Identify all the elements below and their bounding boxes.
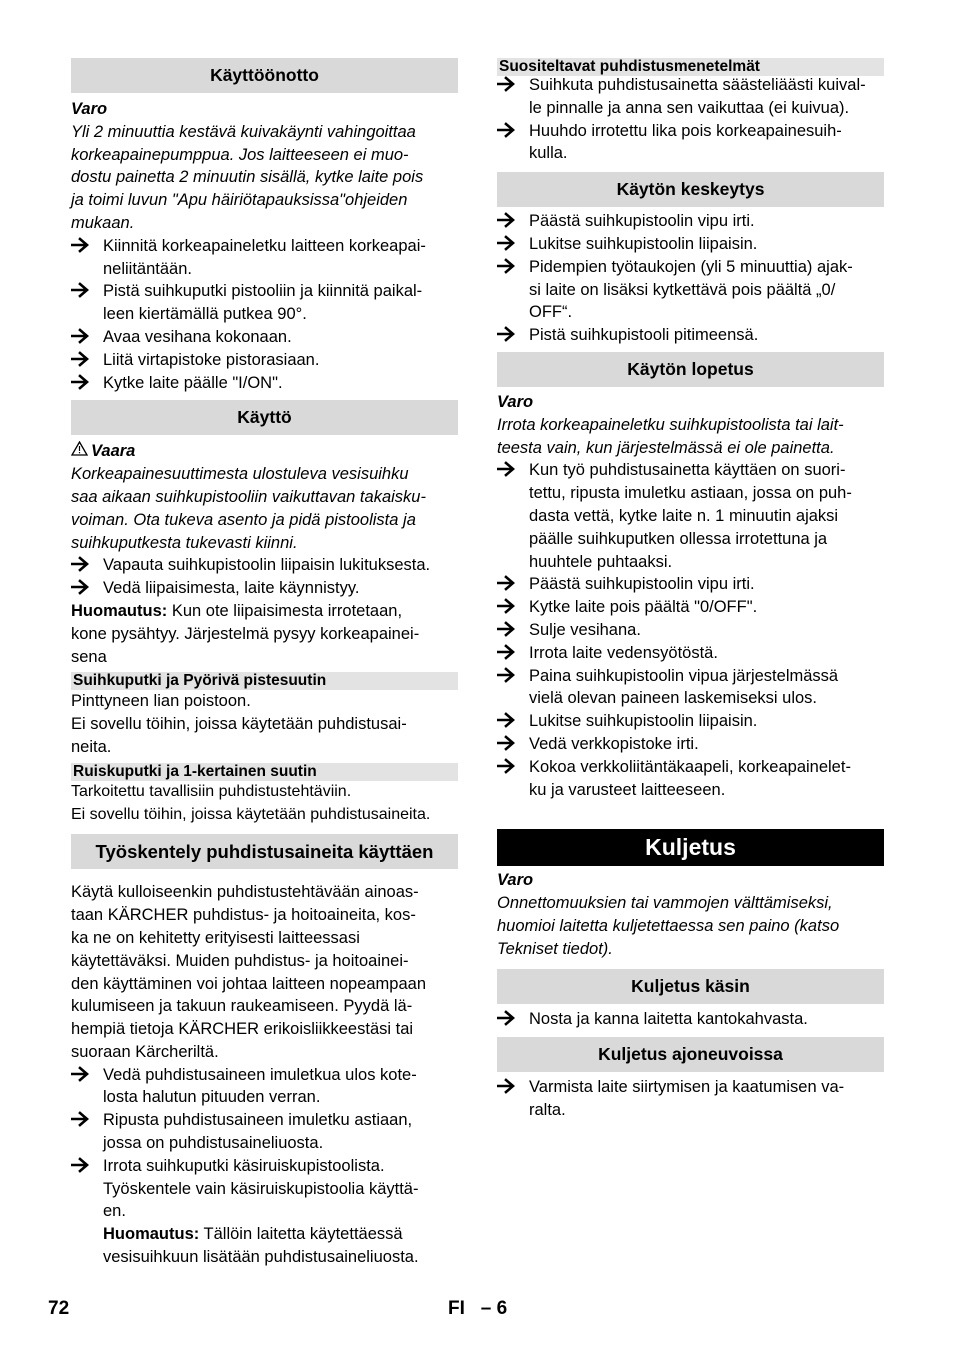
text-line: ka ne on kehitetty erityisesti laitteessasi — [71, 928, 360, 947]
step-text: Huuhdo irrotettu lika pois korkeapainesuih- — [529, 121, 842, 140]
step-text: Vapauta suihkupistoolin liipaisin lukituksesta. — [103, 556, 431, 575]
step-item — [497, 74, 884, 120]
arrow-right-icon — [71, 280, 89, 303]
caution-text — [497, 892, 884, 960]
warning-triangle-icon — [71, 440, 91, 463]
caution-label: Varo — [71, 100, 108, 118]
step-text: Vedä verkkopistoke irti. — [529, 734, 699, 753]
arrow-right-icon — [497, 1076, 515, 1099]
step-item — [71, 280, 458, 326]
step-text: Kun työ puhdistusainetta käyttäen on suori- — [529, 461, 846, 480]
section-heading-keskeytys: Käytön keskeytys — [497, 172, 884, 207]
text-line: saa aikaan suihkupistooliin vaikuttavan takaisku- — [71, 487, 426, 506]
step-text: Ripusta puhdistusaineen imuletku astiaan, — [103, 1111, 413, 1130]
text-line: kulumiseen ja takuun raukeamiseen. Pyydä lä- — [71, 997, 413, 1016]
arrow-right-icon — [71, 577, 89, 600]
subsection-text — [71, 690, 458, 758]
arrow-right-icon — [497, 596, 515, 619]
note-paragraph — [71, 600, 458, 668]
text-line: Pinttyneen lian poistoon. — [71, 692, 251, 711]
step-item — [497, 619, 884, 642]
step-text: Irrota suihkuputki käsiruiskupistoolista. — [103, 1156, 385, 1175]
step-text: Paina suihkupistoolin vipua järjestelmässä — [529, 666, 839, 685]
subheading-suositeltavat: Suositeltavat puhdistusmenetelmät — [497, 58, 884, 76]
step-text: le pinnalle ja anna sen vaikuttaa (ei kuivua). — [529, 98, 850, 117]
text-line: Yli 2 minuuttia kestävä kuivakäynti vahingoittaa — [71, 122, 416, 141]
step-item — [497, 1076, 884, 1122]
arrow-right-icon — [71, 1155, 89, 1178]
step-text: Päästä suihkupistoolin vipu irti. — [529, 212, 755, 231]
language-page-label: FI – 6 — [448, 1298, 508, 1319]
step-text: dasta vettä, kytke laite n. 1 minuutin ajaksi — [529, 506, 839, 525]
section-heading-kaytto: Käyttö — [71, 400, 458, 435]
step-list — [497, 1008, 884, 1031]
arrow-right-icon — [71, 326, 89, 349]
step-list — [71, 235, 458, 395]
step-item — [71, 349, 458, 372]
step-list — [497, 1076, 884, 1122]
step-text: Lukitse suihkupistoolin liipaisin. — [529, 234, 758, 253]
text-line: den käyttäminen voi johtaa laitteen nopeampaan — [71, 974, 426, 993]
danger-label-row — [71, 440, 458, 463]
step-text: Vedä liipaisimesta, laite käynnistyy. — [103, 579, 360, 598]
step-text: Suihkuta puhdistusainetta säästeliäästi kuival- — [529, 76, 866, 94]
step-text: Lukitse suihkupistoolin liipaisin. — [529, 712, 758, 731]
step-text: Varmista laite siirtymisen ja kaatumisen va- — [529, 1078, 845, 1097]
step-text: neliitäntään. — [103, 259, 192, 278]
step-text: vielä olevan paineen laskemiseksi ulos. — [529, 689, 817, 708]
step-item — [71, 1064, 458, 1110]
step-text: Irrota laite vedensyötöstä. — [529, 643, 718, 662]
step-item — [497, 324, 884, 347]
step-item — [71, 554, 458, 577]
step-text: Avaa vesihana kokonaan. — [103, 327, 292, 346]
step-text: huuhtele puhtaaksi. — [529, 552, 673, 571]
section-heading-tyoskentely: Työskentely puhdistusaineita käyttäen — [71, 834, 458, 869]
text-line: korkeapainepumppua. Jos laitteeseen ei muo- — [71, 145, 409, 164]
text-line: Ei sovellu töihin, joissa käytetään puhdistusai- — [71, 715, 407, 734]
step-text: Kytke laite pois päältä "0/OFF". — [529, 598, 758, 617]
step-item — [497, 642, 884, 665]
step-text: Työskentele vain käsiruiskupistoolia käyttä- — [103, 1179, 419, 1198]
step-item — [497, 459, 884, 573]
arrow-right-icon — [497, 120, 515, 143]
step-item — [497, 733, 884, 756]
step-text: Kokoa verkkoliitäntäkaapeli, korkeapainelet- — [529, 757, 851, 776]
arrow-right-icon — [71, 372, 89, 395]
text-line: neita. — [71, 737, 112, 756]
arrow-right-icon — [497, 1008, 515, 1031]
arrow-right-icon — [497, 324, 515, 347]
arrow-right-icon — [497, 756, 515, 779]
text-line: Irrota korkeapaineletku suihkupistoolista tai lait- — [497, 415, 844, 434]
arrow-right-icon — [71, 235, 89, 258]
text-line: Onnettomuuksien tai vammojen välttämiseksi, — [497, 894, 833, 913]
text-line: Tekniset tiedot). — [497, 939, 613, 958]
step-item — [497, 210, 884, 233]
body-paragraph — [71, 881, 458, 1063]
step-text: Kytke laite päälle "I/ON". — [103, 373, 283, 392]
step-list — [497, 210, 884, 347]
caution-text — [71, 121, 458, 235]
step-item — [497, 1008, 884, 1031]
step-text: Nosta ja kanna laitetta kantokahvasta. — [529, 1009, 808, 1028]
text-line: mukaan. — [71, 213, 135, 232]
text-line: suoraan Kärcheriltä. — [71, 1042, 219, 1061]
section-heading-kayttoonotto: Käyttöönotto — [71, 58, 458, 93]
step-text: ku ja varusteet laitteeseen. — [529, 780, 726, 799]
subheading-suihkuputki: Suihkuputki ja Pyörivä pistesuutin — [71, 672, 458, 690]
text-line: ja toimi luvun "Apu häiriötapauksissa"ohjeiden — [71, 191, 408, 210]
step-text: si laite on lisäksi kytkettävä pois päältä „0/ — [529, 280, 836, 299]
arrow-right-icon — [497, 256, 515, 279]
text-line: teesta vain, kun järjestelmässä ei ole painetta. — [497, 438, 835, 457]
step-text: losta halutun pituuden verran. — [103, 1088, 321, 1107]
step-text: tettu, ripusta imuletku astiaan, jossa on puh- — [529, 484, 852, 503]
text-line: hempiä tietoja KÄRCHER erikoisliikkeestäsi tai — [71, 1020, 414, 1039]
step-text: päälle suihkuputken ollessa irrotettuna ja — [529, 529, 828, 548]
step-item — [71, 1109, 458, 1155]
note-label: Huomautus: — [71, 601, 168, 620]
text-line: sena — [71, 647, 107, 666]
step-list — [71, 1064, 458, 1224]
step-text: OFF“. — [529, 303, 573, 322]
text-line: kone pysähtyy. Järjestelmä pysyy korkeapainei- — [71, 624, 420, 643]
step-text: kulla. — [529, 144, 568, 163]
step-item — [497, 665, 884, 711]
step-item — [71, 235, 458, 281]
step-text: en. — [103, 1202, 126, 1221]
arrow-right-icon — [497, 74, 515, 97]
right-column — [497, 58, 884, 1122]
step-item — [71, 1155, 458, 1223]
text-line: vesisuihkuun lisätään puhdistusaineliuosta. — [103, 1248, 419, 1267]
arrow-right-icon — [497, 619, 515, 642]
step-item — [71, 372, 458, 395]
arrow-right-icon — [497, 642, 515, 665]
arrow-right-icon — [497, 210, 515, 233]
subsection-text — [71, 781, 458, 827]
step-item — [497, 256, 884, 324]
note-paragraph — [71, 1223, 458, 1269]
step-item — [497, 596, 884, 619]
text-line: dostu painetta 2 minuutin sisällä, kytke laite pois — [71, 168, 424, 187]
text-line: taan KÄRCHER puhdistus- ja hoitoaineita, kos- — [71, 906, 416, 925]
arrow-right-icon — [497, 459, 515, 482]
arrow-right-icon — [497, 710, 515, 733]
step-text: Vedä puhdistusaineen imuletkua ulos kote- — [103, 1065, 417, 1084]
section-heading-ajoneuvo: Kuljetus ajoneuvoissa — [497, 1037, 884, 1072]
note-label: Huomautus: — [103, 1225, 200, 1244]
subheading-ruiskuputki: Ruiskuputki ja 1-kertainen suutin — [71, 763, 458, 781]
text-line: suihkuputkesta tukevasti kiinni. — [71, 533, 298, 552]
step-item — [497, 710, 884, 733]
danger-label: Vaara — [91, 442, 136, 461]
text-line: Tarkoitettu tavallisiin puhdistustehtäviin. — [71, 782, 352, 800]
step-text: leen kiertämällä putkea 90°. — [103, 305, 307, 324]
text-line: Ei sovellu töihin, joissa käytetään puhdistusaineita. — [71, 805, 431, 823]
step-text: Pidempien työtaukojen (yli 5 minuuttia) ajak- — [529, 257, 853, 276]
text-line: Käytä kulloiseenkin puhdistustehtävään ainoas- — [71, 883, 419, 902]
section-heading-lopetus: Käytön lopetus — [497, 352, 884, 387]
caution-label: Varo — [497, 392, 534, 411]
step-item — [497, 120, 884, 166]
text-line: Tällöin laitetta käytettäessä — [199, 1225, 403, 1244]
arrow-right-icon — [497, 233, 515, 256]
step-item — [71, 326, 458, 349]
step-list — [71, 554, 458, 600]
step-text: Pistä suihkupistooli pitimeensä. — [529, 326, 759, 345]
step-item — [497, 233, 884, 256]
arrow-right-icon — [71, 349, 89, 372]
step-item — [71, 577, 458, 600]
danger-text — [71, 463, 458, 554]
arrow-right-icon — [71, 1064, 89, 1087]
step-text: Päästä suihkupistoolin vipu irti. — [529, 575, 755, 594]
step-text: Kiinnitä korkeapaineletku laitteen korkeapai- — [103, 236, 426, 255]
step-text: Liitä virtapistoke pistorasiaan. — [103, 350, 320, 369]
left-column — [71, 58, 458, 1269]
arrow-right-icon — [71, 1109, 89, 1132]
step-text: jossa on puhdistusaineliuosta. — [103, 1134, 324, 1153]
chapter-heading-kuljetus: Kuljetus — [497, 829, 884, 866]
step-item — [497, 573, 884, 596]
step-list — [497, 74, 884, 165]
step-text: Sulje vesihana. — [529, 620, 641, 639]
step-text: Pistä suihkuputki pistooliin ja kiinnitä paikal- — [103, 282, 423, 301]
text-line: Kun ote liipaisimesta irrotetaan, — [167, 601, 403, 620]
step-list — [497, 459, 884, 801]
text-line: käytettäväksi. Muiden puhdistus- ja hoitoainei- — [71, 951, 409, 970]
text-line: Korkeapainesuuttimesta ulostuleva vesisuihku — [71, 465, 409, 484]
text-line: huomioi laitetta kuljetettaessa sen paino (katso — [497, 916, 840, 935]
caution-text — [497, 414, 884, 460]
step-text: ralta. — [529, 1101, 566, 1120]
page-number: 72 — [48, 1298, 70, 1319]
arrow-right-icon — [497, 733, 515, 756]
arrow-right-icon — [497, 573, 515, 596]
caution-label: Varo — [497, 871, 534, 890]
section-heading-kasin: Kuljetus käsin — [497, 969, 884, 1004]
text-line: voiman. Ota tukeva asento ja pidä pistoolista ja — [71, 510, 416, 529]
arrow-right-icon — [497, 665, 515, 688]
step-item — [497, 756, 884, 802]
arrow-right-icon — [71, 554, 89, 577]
